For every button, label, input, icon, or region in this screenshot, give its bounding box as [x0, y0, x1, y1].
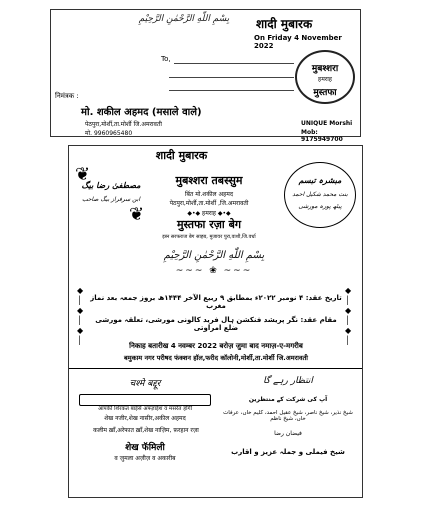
envelope-title: शादी मुबारक	[256, 17, 313, 31]
footer-left-calligraphy: चश्मे बद्दूर	[129, 379, 161, 389]
card-title: शादी मुबारक	[155, 149, 208, 162]
groom-name: मुस्तफा रज़ा बेग	[176, 218, 242, 231]
envelope-date: On Friday 4 November 2022	[254, 34, 342, 50]
footer-left-line-1: शेख नजीर,शेख नासीर,अकील अहमद	[104, 415, 186, 422]
right-medallion-line-3: پیٹھ پورہ مورشی	[298, 203, 342, 210]
with-text: हमराह	[202, 210, 216, 217]
sender-phone: मो. 9960965480	[85, 130, 133, 137]
seal-middle-text: हमराह	[318, 76, 332, 83]
address-line-3	[169, 90, 294, 91]
footer-left-banner	[79, 394, 211, 412]
corner-flourish-icon: ❦	[75, 164, 91, 185]
left-medallion-line-1: مصطفیٰ رضا بیگ	[81, 180, 141, 190]
urdu-venue-line: مقام عقد: نگر پریشد فنکشن ہال فرید کالونی مورشی، تعلقہ مورشی ضلع امراوتی	[95, 316, 337, 332]
urdu-calligraphy: بِسْمِ اللّٰهِ الرَّحْمٰنِ الرَّحِيْمِ	[163, 250, 265, 261]
left-medallion-line-2: ابن سرفراز بیگ صاحب	[81, 196, 141, 203]
envelope-calligraphy: بِسْمِ اللّٰهِ الرَّحْمٰنِ الرَّحِيْمِ	[138, 14, 230, 24]
address-line-1	[174, 63, 294, 64]
footer-left-family-sub: व जुमला अज़ीज़ व अकारीब	[114, 455, 176, 462]
footer-right-line-1: شیخ نذیر، شیخ ناصر، شیخ عقیل احمد، کلیم خاں، عرفات خاں، شیخ ناظم	[223, 410, 353, 422]
corner-flourish-icon: ❦	[129, 204, 145, 225]
hindi-line-1: निकाह बतारीख 4 नवम्बर 2022 बरोज़ जुमा बाद नमाज़-ए-मगरीब	[129, 342, 303, 350]
printer-name: UNIQUE Morshi	[301, 120, 353, 127]
section-divider	[69, 368, 362, 369]
from-label: निमंत्रक :	[55, 92, 79, 100]
invitation-card	[68, 145, 363, 498]
footer-left-banner-text: आपकी शिरकत बाईसे अफ्ज़ाईश व मसर्रत होगी	[97, 406, 193, 412]
left-vertical-ornament: ◆ │ ◆ │ ◆ │	[77, 286, 84, 345]
ornament-icon: ◆•◆	[215, 210, 231, 217]
sender-name: मो. शकील अहमद (मसाले वाले)	[81, 107, 202, 118]
footer-right-calligraphy: انتظار رہے گا	[263, 376, 313, 386]
footer-left-line-2: कलीम ख़ाँ,अरेफात ख़ाँ,शेख नाज़िम, फ़रहान रज़ा	[93, 427, 199, 434]
footer-right-family: شیخ فیملی و جملہ عزیز و اقارب	[231, 448, 345, 456]
right-medallion	[284, 162, 356, 228]
footer-left-family: शेख फॅमिली	[125, 443, 165, 453]
printer-mobile: Mob: 9175949700	[301, 129, 343, 143]
seal-bottom-text: मुस्तफा	[313, 88, 337, 98]
bride-address: पेठपुरा,मोर्शी,ता.मोर्शी ,जि.अमरावती	[169, 200, 249, 207]
ornament-icon: ◆•◆	[187, 210, 203, 217]
right-medallion-line-2: بنت محمد شکیل احمد	[292, 191, 348, 198]
swirl-ornament: ~~~ ❀ ~~~	[175, 266, 253, 276]
sender-address: पेठपुरा,मोर्शी,ता.मोर्शी जि.अमरावती	[85, 121, 162, 128]
bride-parent: बिंत मो.शकील अहमद	[184, 191, 234, 198]
groom-parent: इब्न सरफराज बेग साहब, मुजावर पुरा,वाशी,जि.वर्धा	[162, 234, 256, 240]
envelope-card	[50, 9, 361, 143]
with-label	[149, 209, 269, 217]
footer-right-banner: آپ کی شرکت کے منتظرین	[248, 396, 328, 403]
right-medallion-line-1: مبشرہ تبسم	[298, 175, 342, 185]
right-vertical-ornament: ◆ │ ◆ │ ◆ │	[345, 286, 352, 345]
footer-right-line-2: فیضان رضا	[274, 430, 302, 437]
urdu-date-line: تاریخ عقد: ۴ نومبر ۲۰۲۲ء بمطابق ۹ ربیع الآخر ۱۴۴۴ھ بروز جمعہ بعد نماز مغرب	[90, 294, 342, 310]
to-label: To,	[161, 55, 171, 63]
envelope-seal	[295, 50, 355, 104]
address-line-2	[169, 77, 294, 78]
bride-name: मुबश्शरा तबस्सुम	[175, 174, 243, 187]
left-medallion	[75, 166, 145, 224]
seal-top-text: मुबश्शरा	[311, 64, 339, 74]
hindi-line-2: बमुकाम नगर परीषद फंक्शन हॉल,फरीद कॉलोनी,मोर्शी,ता.मोर्शी जि.अमरावती	[124, 354, 308, 362]
